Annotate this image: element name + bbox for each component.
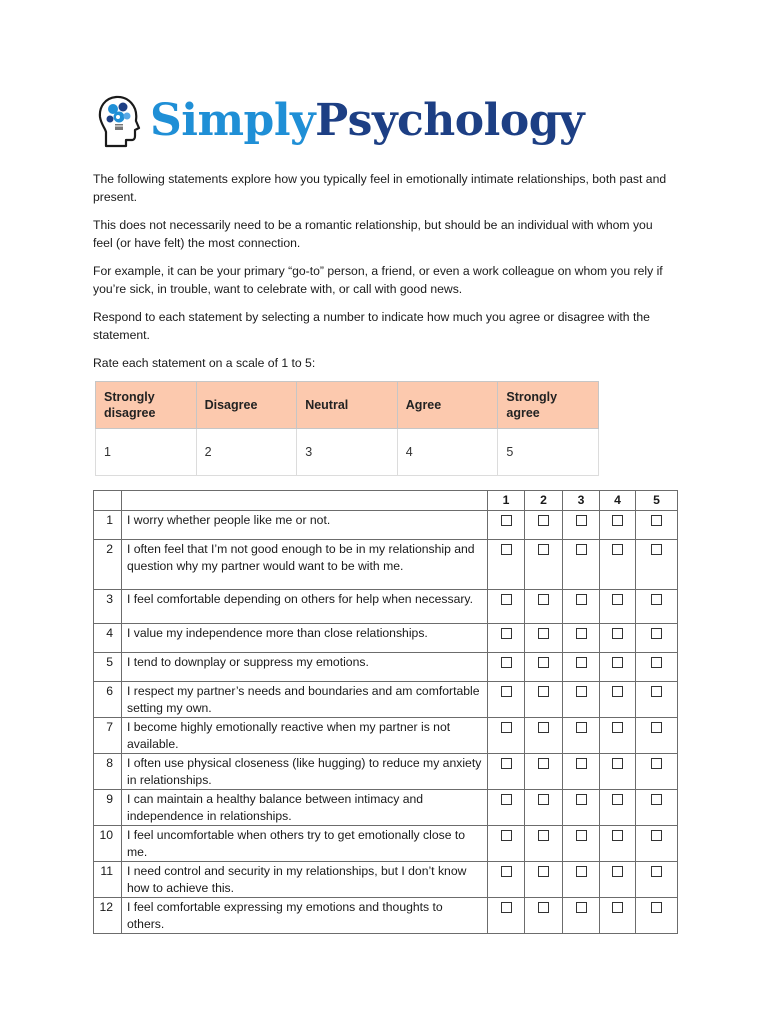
rating-cell: [563, 862, 600, 898]
rating-cell: [488, 682, 525, 718]
rating-checkbox-5[interactable]: [651, 902, 662, 913]
head-brain-icon: [96, 90, 144, 152]
header-rating-4: 4: [600, 491, 636, 511]
instructions: [93, 170, 673, 382]
rating-cell: [525, 653, 563, 682]
rating-checkbox-5[interactable]: [651, 866, 662, 877]
header-rating-1: 1: [488, 491, 525, 511]
rating-checkbox-1[interactable]: [501, 830, 512, 841]
rating-checkbox-5[interactable]: [651, 758, 662, 769]
question-row: [94, 754, 678, 790]
question-row: [94, 826, 678, 862]
rating-cell: [636, 898, 678, 934]
question-number: 12: [94, 898, 122, 934]
rating-checkbox-2[interactable]: [538, 594, 549, 605]
rating-cell: [488, 790, 525, 826]
rating-cell: [600, 898, 636, 934]
logo: [96, 88, 676, 154]
scale-value: 1: [96, 429, 197, 476]
scale-label: Strongly agree: [498, 382, 599, 429]
rating-checkbox-5[interactable]: [651, 544, 662, 555]
rating-checkbox-1[interactable]: [501, 794, 512, 805]
rating-checkbox-1[interactable]: [501, 515, 512, 526]
rating-checkbox-5[interactable]: [651, 628, 662, 639]
header-statement-cell: [122, 491, 488, 511]
rating-cell: [600, 540, 636, 590]
rating-checkbox-1[interactable]: [501, 657, 512, 668]
rating-checkbox-2[interactable]: [538, 758, 549, 769]
rating-cell: [525, 826, 563, 862]
rating-cell: [563, 790, 600, 826]
rating-cell: [488, 653, 525, 682]
rating-checkbox-3[interactable]: [576, 686, 587, 697]
question-number: 9: [94, 790, 122, 826]
rating-cell: [636, 624, 678, 653]
rating-cell: [600, 590, 636, 624]
question-row: [94, 511, 678, 540]
rating-cell: [488, 540, 525, 590]
questionnaire-header-row: [94, 491, 678, 511]
rating-checkbox-3[interactable]: [576, 544, 587, 555]
question-number: 1: [94, 511, 122, 540]
question-text: I tend to downplay or suppress my emotions.: [122, 653, 488, 682]
question-number: 7: [94, 718, 122, 754]
question-text: I often feel that I’m not good enough to be in my relationship and question why my partner would want to be with me.: [122, 540, 488, 590]
header-rating-2: 2: [525, 491, 563, 511]
rating-checkbox-2[interactable]: [538, 544, 549, 555]
intro-paragraph: Rate each statement on a scale of 1 to 5:: [93, 356, 316, 370]
rating-cell: [600, 754, 636, 790]
rating-cell: [636, 826, 678, 862]
logo-wordmark: [150, 95, 585, 146]
rating-cell: [525, 624, 563, 653]
rating-cell: [488, 754, 525, 790]
rating-cell: [636, 653, 678, 682]
rating-cell: [488, 590, 525, 624]
rating-cell: [600, 624, 636, 653]
rating-checkbox-4[interactable]: [612, 830, 623, 841]
question-text: I value my independence more than close relationships.: [122, 624, 488, 653]
rating-cell: [563, 590, 600, 624]
scale-label: Agree: [397, 382, 498, 429]
rating-cell: [600, 682, 636, 718]
rating-cell: [488, 718, 525, 754]
rating-cell: [525, 898, 563, 934]
rating-checkbox-3[interactable]: [576, 657, 587, 668]
rating-checkbox-4[interactable]: [612, 902, 623, 913]
rating-checkbox-2[interactable]: [538, 686, 549, 697]
question-text: I feel comfortable expressing my emotions and thoughts to others.: [122, 898, 488, 934]
question-row: [94, 898, 678, 934]
header-rating-3: 3: [563, 491, 600, 511]
rating-checkbox-3[interactable]: [576, 628, 587, 639]
question-row: [94, 540, 678, 590]
rating-checkbox-3[interactable]: [576, 902, 587, 913]
rating-cell: [488, 511, 525, 540]
rating-cell: [525, 718, 563, 754]
rating-cell: [600, 718, 636, 754]
rating-cell: [563, 718, 600, 754]
rating-checkbox-2[interactable]: [538, 628, 549, 639]
rating-checkbox-1[interactable]: [501, 866, 512, 877]
rating-checkbox-5[interactable]: [651, 794, 662, 805]
rating-checkbox-1[interactable]: [501, 722, 512, 733]
rating-checkbox-4[interactable]: [612, 515, 623, 526]
rating-cell: [563, 653, 600, 682]
rating-checkbox-1[interactable]: [501, 902, 512, 913]
rating-cell: [525, 790, 563, 826]
rating-checkbox-4[interactable]: [612, 544, 623, 555]
rating-checkbox-4[interactable]: [612, 794, 623, 805]
rating-checkbox-3[interactable]: [576, 758, 587, 769]
rating-cell: [600, 653, 636, 682]
rating-checkbox-5[interactable]: [651, 657, 662, 668]
question-number: 11: [94, 862, 122, 898]
rating-checkbox-5[interactable]: [651, 686, 662, 697]
rating-cell: [600, 826, 636, 862]
rating-checkbox-5[interactable]: [651, 515, 662, 526]
scale-value: 3: [297, 429, 398, 476]
scale-label-row: [96, 382, 599, 429]
rating-cell: [600, 790, 636, 826]
rating-cell: [525, 862, 563, 898]
question-text: I often use physical closeness (like hugging) to reduce my anxiety in relationships.: [122, 754, 488, 790]
rating-cell: [636, 862, 678, 898]
rating-checkbox-2[interactable]: [538, 515, 549, 526]
question-number: 10: [94, 826, 122, 862]
rating-checkbox-4[interactable]: [612, 628, 623, 639]
header-number-cell: [94, 491, 122, 511]
rating-cell: [563, 540, 600, 590]
question-row: [94, 682, 678, 718]
rating-checkbox-2[interactable]: [538, 794, 549, 805]
question-number: 2: [94, 540, 122, 590]
rating-checkbox-3[interactable]: [576, 515, 587, 526]
rating-checkbox-3[interactable]: [576, 722, 587, 733]
logo-simply: Simply: [150, 95, 316, 146]
rating-checkbox-2[interactable]: [538, 830, 549, 841]
rating-cell: [600, 511, 636, 540]
rating-checkbox-5[interactable]: [651, 722, 662, 733]
question-text: I feel uncomfortable when others try to get emotionally close to me.: [122, 826, 488, 862]
rating-cell: [563, 754, 600, 790]
rating-cell: [488, 898, 525, 934]
questionnaire-body: [94, 511, 678, 934]
rating-checkbox-2[interactable]: [538, 902, 549, 913]
scale-value: 2: [196, 429, 297, 476]
scale-label: Neutral: [297, 382, 398, 429]
question-row: [94, 718, 678, 754]
question-row: [94, 624, 678, 653]
question-number: 5: [94, 653, 122, 682]
rating-cell: [636, 790, 678, 826]
question-row: [94, 590, 678, 624]
scale-label: Disagree: [196, 382, 297, 429]
rating-cell: [563, 826, 600, 862]
rating-checkbox-4[interactable]: [612, 594, 623, 605]
rating-cell: [525, 511, 563, 540]
scale-value: 4: [397, 429, 498, 476]
rating-cell: [636, 682, 678, 718]
rating-cell: [525, 590, 563, 624]
rating-checkbox-4[interactable]: [612, 758, 623, 769]
rating-checkbox-3[interactable]: [576, 594, 587, 605]
rating-cell: [488, 826, 525, 862]
question-number: 3: [94, 590, 122, 624]
intro-paragraph: The following statements explore how you typically feel in emotionally intimate relationships, both past and present.: [93, 172, 667, 204]
question-text: I can maintain a healthy balance between intimacy and independence in relationships.: [122, 790, 488, 826]
rating-checkbox-3[interactable]: [576, 794, 587, 805]
rating-checkbox-2[interactable]: [538, 866, 549, 877]
rating-checkbox-1[interactable]: [501, 628, 512, 639]
rating-cell: [600, 862, 636, 898]
scale-value: 5: [498, 429, 599, 476]
question-text: I need control and security in my relationships, but I don’t know how to achieve this.: [122, 862, 488, 898]
scale-label: Strongly disagree: [96, 382, 197, 429]
rating-checkbox-1[interactable]: [501, 594, 512, 605]
rating-cell: [636, 718, 678, 754]
rating-checkbox-1[interactable]: [501, 758, 512, 769]
question-text: I respect my partner’s needs and boundaries and am comfortable setting my own.: [122, 682, 488, 718]
rating-cell: [636, 590, 678, 624]
rating-cell: [636, 540, 678, 590]
rating-cell: [563, 624, 600, 653]
rating-cell: [525, 682, 563, 718]
rating-checkbox-1[interactable]: [501, 544, 512, 555]
rating-cell: [636, 511, 678, 540]
rating-scale-table: [95, 381, 599, 476]
rating-cell: [636, 754, 678, 790]
rating-checkbox-2[interactable]: [538, 722, 549, 733]
rating-checkbox-5[interactable]: [651, 594, 662, 605]
rating-checkbox-1[interactable]: [501, 686, 512, 697]
rating-cell: [525, 540, 563, 590]
intro-paragraph: Respond to each statement by selecting a number to indicate how much you agree or disagree with the statement.: [93, 310, 650, 342]
scale-value-row: [96, 429, 599, 476]
question-number: 8: [94, 754, 122, 790]
rating-checkbox-5[interactable]: [651, 830, 662, 841]
question-row: [94, 862, 678, 898]
header-rating-5: 5: [636, 491, 678, 511]
question-text: I become highly emotionally reactive when my partner is not available.: [122, 718, 488, 754]
rating-checkbox-4[interactable]: [612, 722, 623, 733]
rating-checkbox-4[interactable]: [612, 686, 623, 697]
rating-checkbox-3[interactable]: [576, 866, 587, 877]
intro-paragraph: For example, it can be your primary “go-to” person, a friend, or even a work colleague on whom you rely if you’re sick, in trouble, want to celebrate with, or call with good news.: [93, 264, 663, 296]
question-number: 4: [94, 624, 122, 653]
question-row: [94, 790, 678, 826]
rating-cell: [563, 682, 600, 718]
rating-checkbox-2[interactable]: [538, 657, 549, 668]
rating-cell: [563, 898, 600, 934]
intro-paragraph: This does not necessarily need to be a romantic relationship, but should be an individual with whom you feel (or have felt) the most connection.: [93, 218, 653, 250]
question-row: [94, 653, 678, 682]
question-text: I worry whether people like me or not.: [122, 511, 488, 540]
question-number: 6: [94, 682, 122, 718]
rating-checkbox-4[interactable]: [612, 866, 623, 877]
rating-cell: [488, 862, 525, 898]
question-text: I feel comfortable depending on others for help when necessary.: [122, 590, 488, 624]
rating-checkbox-4[interactable]: [612, 657, 623, 668]
rating-cell: [525, 754, 563, 790]
rating-cell: [488, 624, 525, 653]
questionnaire-table: [93, 490, 678, 934]
rating-cell: [563, 511, 600, 540]
rating-checkbox-3[interactable]: [576, 830, 587, 841]
logo-psychology: Psychology: [315, 95, 585, 146]
